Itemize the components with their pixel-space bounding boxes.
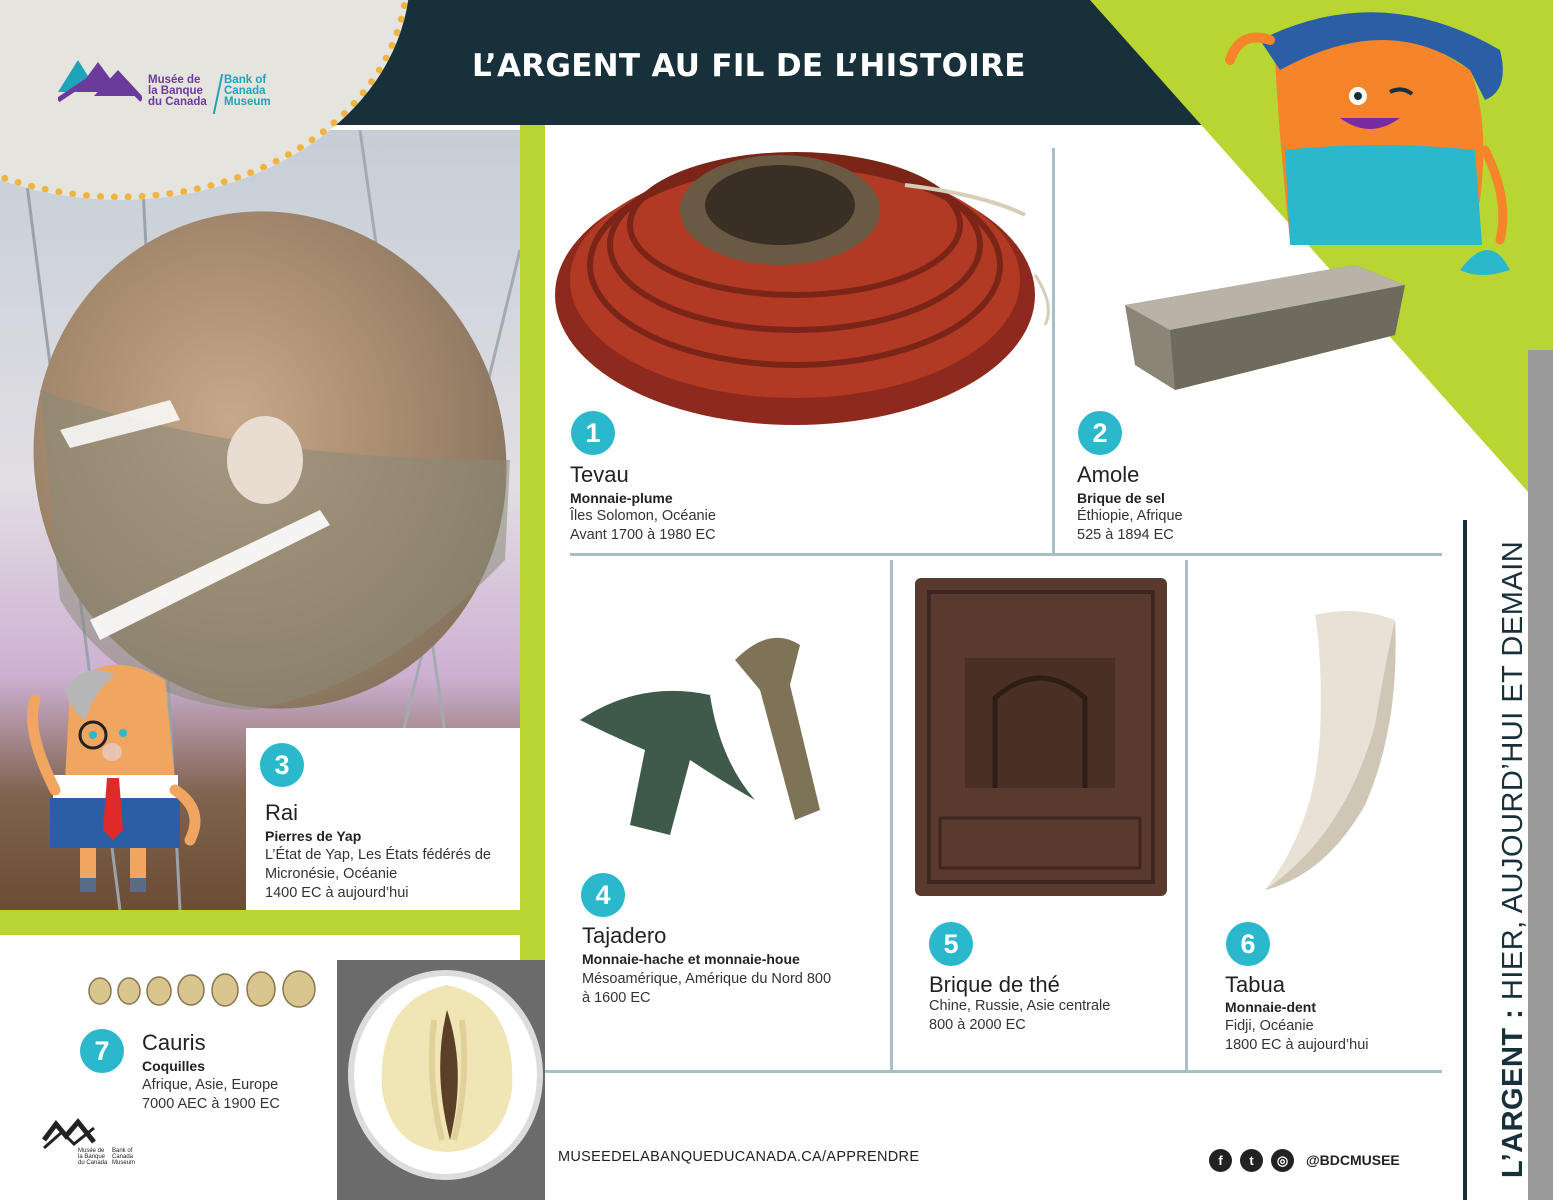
logo-fr-line: du Canada bbox=[148, 96, 207, 108]
item-number-badge: 7 bbox=[80, 1029, 124, 1073]
item-place: Mésoamérique, Amérique du Nord 800 à 1600 EC bbox=[582, 971, 832, 1006]
cowrie-shells-row-image bbox=[85, 965, 325, 1010]
item-number-badge: 6 bbox=[1226, 922, 1270, 966]
small-logo-line: du Canada bbox=[78, 1160, 108, 1166]
item-period: Avant 1700 à 1980 EC bbox=[570, 527, 716, 543]
item-period: 1800 EC à aujourd’hui bbox=[1225, 1037, 1369, 1053]
item-type: Brique de sel bbox=[1077, 490, 1165, 506]
logo-text-en bbox=[224, 75, 271, 108]
grid-divider bbox=[570, 553, 1442, 556]
item-period: 525 à 1894 EC bbox=[1077, 527, 1174, 543]
tabua-whale-tooth-image bbox=[1245, 605, 1405, 895]
small-logo-text-en bbox=[112, 1148, 135, 1166]
logo-en-line: Canada bbox=[224, 85, 266, 97]
item-type: Monnaie-hache et monnaie-houe bbox=[582, 951, 800, 967]
item-type: Monnaie-plume bbox=[570, 490, 673, 506]
item-name: Rai bbox=[265, 800, 299, 825]
cowrie-shell-closeup-image bbox=[372, 980, 522, 1155]
item-place: Fidji, Océanie bbox=[1225, 1018, 1314, 1034]
tevau-feather-coil-image bbox=[555, 125, 1065, 425]
item-name: Tevau bbox=[570, 462, 629, 487]
item-period: 800 à 2000 EC bbox=[929, 1017, 1026, 1033]
footer-website-link[interactable]: MUSEEDELABANQUEDUCANADA.CA/APPRENDRE bbox=[558, 1149, 920, 1165]
item-period: 1400 EC à aujourd’hui bbox=[265, 885, 409, 901]
grid-divider bbox=[545, 1070, 1442, 1073]
small-logo-line: Canada bbox=[112, 1154, 134, 1160]
small-logo-line: Museum bbox=[112, 1160, 136, 1166]
item-number-badge: 5 bbox=[929, 922, 973, 966]
tea-brick-image bbox=[915, 578, 1167, 896]
item-period: 7000 AEC à 1900 EC bbox=[142, 1096, 280, 1112]
side-vertical-title bbox=[1497, 541, 1530, 1178]
museum-logo-icon bbox=[58, 52, 142, 114]
item-number-badge: 4 bbox=[581, 873, 625, 917]
logo-text-fr bbox=[148, 75, 207, 108]
item-type: Monnaie-dent bbox=[1225, 999, 1316, 1015]
item-name: Cauris bbox=[142, 1030, 206, 1055]
grid-divider bbox=[1185, 560, 1188, 1070]
small-logo-line: la Banque bbox=[78, 1154, 106, 1160]
logo-fr-line: la Banque bbox=[148, 85, 203, 97]
item-number-badge: 2 bbox=[1078, 411, 1122, 455]
side-label-bold: L’ARGENT : bbox=[1497, 1008, 1529, 1178]
grid-divider bbox=[890, 560, 893, 1070]
item-place: Chine, Russie, Asie centrale bbox=[929, 998, 1111, 1014]
side-label-rest: HIER, AUJOURD’HUI ET DEMAIN bbox=[1497, 540, 1529, 1009]
item-number-badge: 3 bbox=[260, 743, 304, 787]
amole-salt-brick-image bbox=[1115, 255, 1415, 405]
logo-fr-line: Musée de bbox=[148, 74, 201, 86]
logo-en-line: Museum bbox=[224, 96, 271, 108]
side-dark-line bbox=[1463, 520, 1467, 1200]
small-logo-line: Musée de bbox=[78, 1148, 105, 1154]
small-logo-line: Bank of bbox=[112, 1148, 133, 1154]
facebook-icon[interactable]: f bbox=[1209, 1149, 1232, 1172]
small-logo-text bbox=[78, 1148, 107, 1166]
item-type: Coquilles bbox=[142, 1058, 206, 1074]
item-name: Tabua bbox=[1225, 972, 1285, 997]
item-place: L’État de Yap, Les États fédérés de Micronésie, Océanie bbox=[265, 847, 491, 882]
item-name: Brique de thé bbox=[929, 972, 1060, 997]
green-frame-horizontal bbox=[0, 910, 545, 935]
item-name: Amole bbox=[1077, 462, 1140, 487]
item-type: Pierres de Yap bbox=[265, 828, 362, 844]
tajadero-axe-money-image bbox=[570, 620, 880, 850]
social-handle[interactable]: @BDCMUSEE bbox=[1306, 1152, 1400, 1168]
twitter-icon[interactable]: t bbox=[1240, 1149, 1263, 1172]
item-place: Éthiopie, Afrique bbox=[1077, 508, 1183, 524]
item-place: Îles Solomon, Océanie bbox=[570, 508, 716, 524]
professor-mascot-icon bbox=[15, 650, 225, 905]
instagram-icon[interactable]: ◎ bbox=[1271, 1149, 1294, 1172]
item-number-badge: 1 bbox=[571, 411, 615, 455]
side-grey-bar bbox=[1528, 350, 1553, 1200]
item-name: Tajadero bbox=[582, 923, 667, 948]
logo-en-line: Bank of bbox=[224, 74, 267, 86]
page-title: L’ARGENT AU FIL DE L’HISTOIRE bbox=[472, 48, 1026, 84]
item-place: Afrique, Asie, Europe bbox=[142, 1077, 279, 1093]
